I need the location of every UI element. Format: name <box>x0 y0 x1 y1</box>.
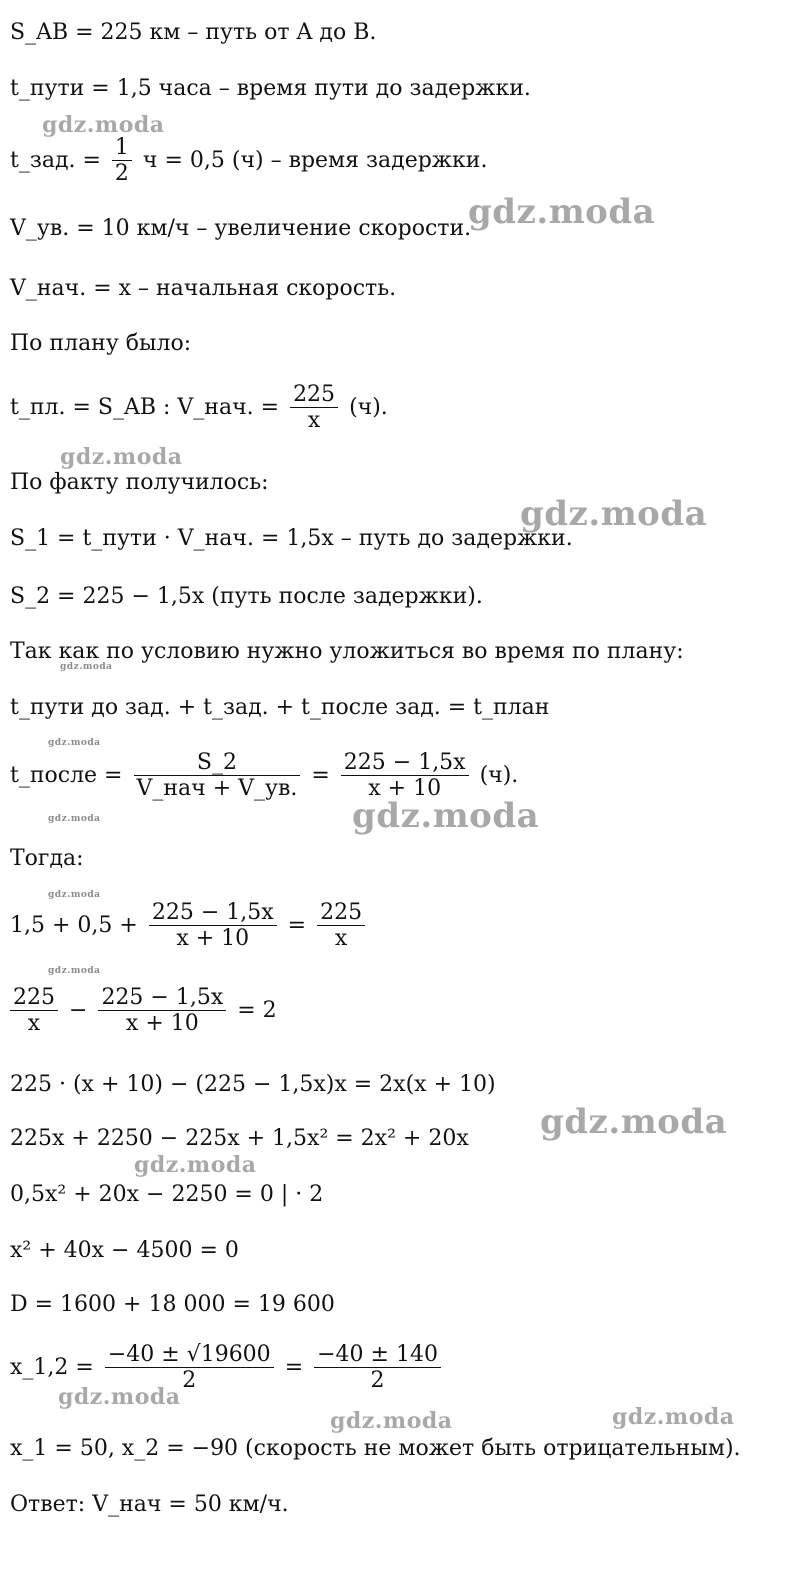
line-discriminant: D = 1600 + 18 000 = 19 600 <box>10 1292 335 1317</box>
fraction-numerator: 225 − 1,5x <box>98 985 226 1011</box>
equals-sign: = <box>287 912 307 938</box>
line-distance: S_AB = 225 км – путь от A до B. <box>10 20 377 45</box>
line-initial-speed: V_нач. = x – начальная скорость. <box>10 276 397 301</box>
line-expansion: 225 · (x + 10) − (225 − 1,5x)x = 2x(x + 10) <box>10 1072 496 1097</box>
fraction-denominator: V_нач + V_ув. <box>136 776 298 802</box>
fraction-denominator: x <box>334 926 348 952</box>
line-quadratic-1: 0,5x² + 20x − 2250 = 0 | · 2 <box>10 1182 324 1207</box>
fraction-denominator: 2 <box>182 1368 197 1394</box>
fraction-time-after <box>341 750 469 802</box>
time-after-lhs: t_после = <box>10 762 123 788</box>
equals-sign: = <box>284 1354 304 1380</box>
line-then: Тогда: <box>10 846 84 871</box>
fraction-numerator: 225 − 1,5x <box>341 750 469 776</box>
line-speed-increase: V_ув. = 10 км/ч – увеличение скорости. <box>10 216 472 241</box>
equals-sign: = <box>311 762 330 788</box>
fraction-eq2-right <box>98 985 226 1037</box>
watermark-logo: gdz.moda <box>42 112 165 138</box>
plan-time-lhs: t_пл. = S_AB : V_нач. = <box>10 394 280 420</box>
equation-2-rhs: = 2 <box>237 997 277 1023</box>
fraction-denominator: x + 10 <box>176 926 250 952</box>
watermark-logo: gdz.moda <box>60 662 113 672</box>
fraction-numerator: −40 ± √19600 <box>105 1342 274 1368</box>
line-time-sum: t_пути до зад. + t_зад. + t_после зад. = t_план <box>10 695 550 720</box>
fraction-numerator: S_2 <box>134 750 301 776</box>
watermark-logo: gdz.moda <box>540 1102 728 1142</box>
fraction-roots-right <box>314 1342 441 1394</box>
fraction-numerator: −40 ± 140 <box>314 1342 441 1368</box>
fraction-numerator: 225 − 1,5x <box>149 900 277 926</box>
fraction-s2-over-speed <box>134 750 301 802</box>
plan-time-unit: (ч). <box>349 394 388 420</box>
watermark-logo: gdz.moda <box>48 814 101 824</box>
fraction-eq2-left <box>10 985 58 1037</box>
fraction-denominator: x <box>307 408 321 434</box>
line-roots-values: x_1 = 50, x_2 = −90 (скорость не может быть отрицательным). <box>10 1436 741 1461</box>
fraction-eq1-left <box>149 900 277 952</box>
line-delay-time <box>10 135 487 187</box>
watermark-logo: gdz.moda <box>48 738 101 748</box>
watermark-logo: gdz.moda <box>60 444 183 470</box>
fraction-denominator: 2 <box>370 1368 385 1394</box>
watermark-logo: gdz.moda <box>134 1152 257 1178</box>
line-time-before-delay: t_пути = 1,5 часа – время пути до задержки. <box>10 76 531 101</box>
line-equation-1 <box>10 900 369 952</box>
watermark-logo: gdz.moda <box>468 192 656 232</box>
line-condition: Так как по условию нужно уложиться во время по плану: <box>10 639 684 664</box>
line-s2: S_2 = 225 − 1,5x (путь после задержки). <box>10 584 483 609</box>
fraction-eq1-right <box>317 900 365 952</box>
fraction-denominator: x <box>27 1011 41 1037</box>
fraction-numerator: 225 <box>317 900 365 926</box>
line-plan-heading: По плану было: <box>10 331 192 356</box>
equation-1-lhs: 1,5 + 0,5 + <box>10 912 138 938</box>
line-time-after <box>10 750 518 802</box>
fraction-numerator: 225 <box>290 382 338 408</box>
line-s1: S_1 = t_пути · V_нач. = 1,5x – путь до задержки. <box>10 526 573 551</box>
fraction-denominator: 2 <box>114 161 129 187</box>
fraction-numerator: 1 <box>112 135 132 161</box>
line-answer: Ответ: V_нач = 50 км/ч. <box>10 1492 289 1517</box>
fraction-denominator: x + 10 <box>125 1011 199 1037</box>
watermark-logo: gdz.moda <box>330 1408 453 1434</box>
line-simplify: 225x + 2250 − 225x + 1,5x² = 2x² + 20x <box>10 1126 469 1151</box>
delay-time-lhs: t_зад. = <box>10 147 101 173</box>
watermark-logo: gdz.moda <box>612 1404 735 1430</box>
fraction-numerator: 225 <box>10 985 58 1011</box>
fraction-half <box>112 135 132 187</box>
fraction-225-over-x <box>290 382 338 434</box>
minus-sign: − <box>69 997 88 1023</box>
watermark-logo: gdz.moda <box>352 796 540 836</box>
time-after-unit: (ч). <box>479 762 519 788</box>
watermark-logo: gdz.moda <box>48 890 101 900</box>
watermark-logo: gdz.moda <box>48 966 101 976</box>
line-plan-time <box>10 382 388 434</box>
fraction-denominator: x + 10 <box>368 776 442 802</box>
line-equation-2 <box>6 985 277 1037</box>
line-fact-heading: По факту получилось: <box>10 470 269 495</box>
roots-lhs: x_1,2 = <box>10 1354 94 1380</box>
line-quadratic-2: x² + 40x − 4500 = 0 <box>10 1238 239 1263</box>
watermark-logo: gdz.moda <box>58 1384 181 1410</box>
delay-time-rhs: ч = 0,5 (ч) – время задержки. <box>142 147 488 173</box>
watermark-logo: gdz.moda <box>520 494 708 534</box>
